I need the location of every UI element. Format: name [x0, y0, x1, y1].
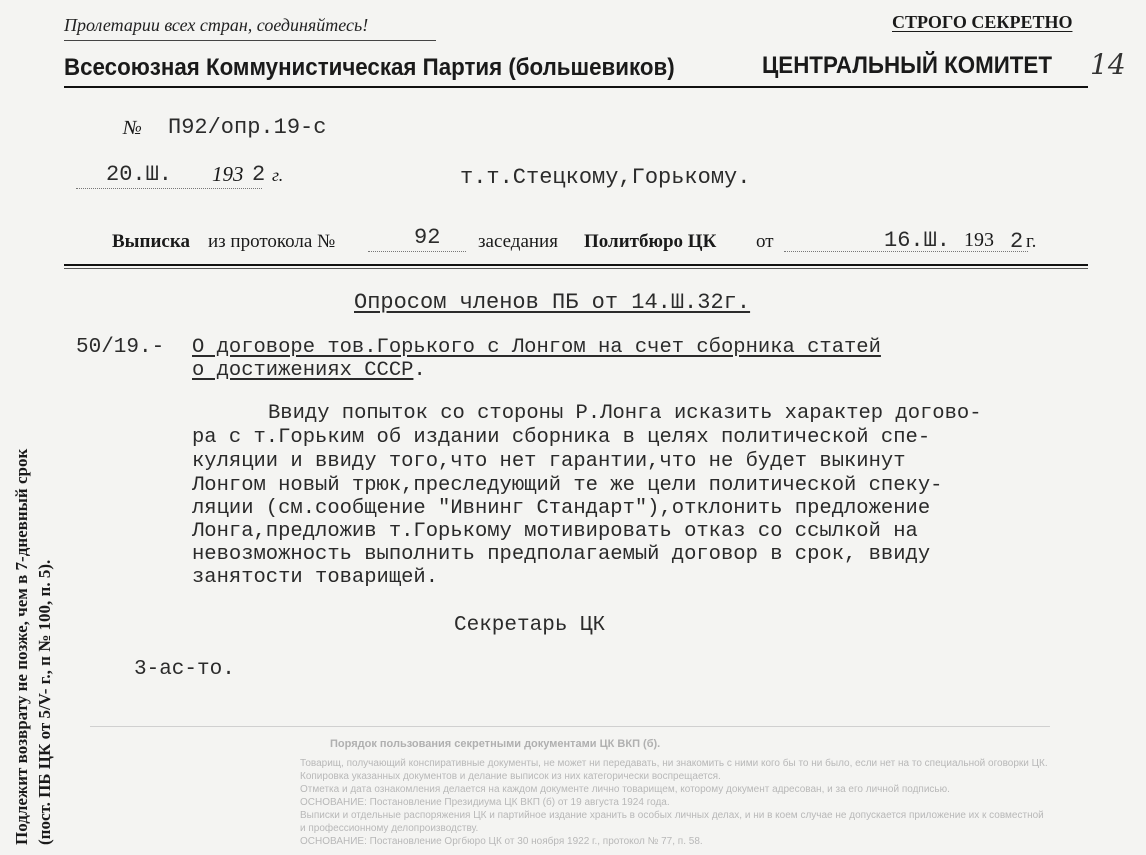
footer-line-2: Копировка указанных документов и делание выписок из них категорически воспрещается.	[300, 771, 721, 782]
footer-rule	[90, 726, 1050, 727]
header-rule	[64, 86, 1088, 88]
date-dotline	[76, 188, 262, 189]
resolution-title-line-2-text: о достижениях СССР	[192, 359, 414, 382]
footer-line-1: Товарищ, получающий конспиративные документы, не может ни передавать, ни знакомить с ними кого бы то ни было, если нет на то специальной оговорки ЦК.	[300, 758, 1048, 769]
item-number: 50/19.-	[76, 336, 165, 359]
resolution-title-line-1: О договоре тов.Горького с Лонгом на счет сборника статей	[192, 336, 881, 359]
session-date-dotline	[784, 251, 1028, 252]
resolution-body-line-2: ра с т.Горьким об издании сборника в целях политической спе-	[192, 426, 931, 449]
resolution-title-end: .	[413, 359, 426, 382]
margin-note-line-1: Подлежит возврату не позже, чем в 7-дневный срок	[12, 448, 31, 845]
secretary-signature: Секретарь ЦК	[454, 614, 606, 637]
document-date-year: 193	[212, 162, 244, 186]
footer-line-7: ОСНОВАНИЕ: Постановление Оргбюро ЦК от 30 ноября 1922 г., протокол № 77, п. 58.	[300, 836, 703, 847]
document-date-day: 20.Ш.	[106, 162, 173, 187]
classification-stamp: СТРОГО СЕКРЕТНО	[892, 12, 1073, 32]
addressees: т.т.Стецкому,Горькому.	[460, 165, 751, 190]
resolution-body-line-7: невозможность выполнить предполагаемый договор в срок, ввиду	[192, 543, 931, 566]
protocol-number-dotline	[368, 251, 466, 252]
committee-name: ЦЕНТРАЛЬНЫЙ КОМИТЕТ	[762, 52, 1052, 79]
politburo-label: Политбюро ЦК	[584, 231, 717, 252]
session-date-year: 193	[964, 229, 994, 251]
extract-from-protocol: из протокола №	[208, 231, 336, 252]
margin-note	[10, 449, 56, 845]
party-name: Всесоюзная Коммунистическая Партия (большевиков)	[64, 54, 675, 81]
document-date-suffix: г.	[272, 165, 284, 185]
footer-heading: Порядок пользования секретными документами ЦК ВКП (б).	[330, 738, 661, 750]
slogan: Пролетарии всех стран, соединяйтесь!	[64, 15, 369, 35]
resolution-body-line-8: занятости товарищей.	[192, 566, 439, 589]
document-date-year-digit: 2	[252, 162, 266, 187]
resolution-body-line-5: ляции (см.сообщение "Ивнинг Стандарт"),отклонить предложение	[192, 497, 931, 520]
footer-line-3: Отметка и дата ознакомления делается на каждом документе лично товарищем, которому документ адресован, и за его личной подписью.	[300, 784, 950, 795]
margin-note-line-2: (пост. ПБ ЦК от 5/V- г., п № 100, п. 5).	[35, 559, 54, 845]
session-date-year-digit: 2	[1010, 229, 1024, 254]
resolution-body-line-4: Лонгом новый трюк,преследующий те же цели политической спеку-	[192, 474, 943, 497]
section-rule-bottom	[64, 268, 1088, 269]
resolution-body-line-6: Лонга,предложив т.Горькому мотивировать отказ со ссылкой на	[192, 520, 918, 543]
footer-line-5: Выписки и отдельные распоряжения ЦК и партийное издание хранить в особых личных делах, и ни в коем случае не допускается приложение их к совместной	[300, 810, 1044, 821]
slogan-rule	[64, 40, 436, 41]
number-prefix: №	[123, 117, 142, 139]
section-rule-top	[64, 264, 1088, 266]
poll-heading: Опросом членов ПБ от 14.Ш.32г.	[354, 290, 751, 315]
footer-line-4: ОСНОВАНИЕ: Постановление Президиума ЦК ВКП (б) от 19 августа 1924 года.	[300, 797, 670, 808]
session-date-suffix: г.	[1026, 231, 1037, 252]
resolution-title-line-2	[192, 359, 426, 382]
document-number: П92/опр.19-с	[168, 115, 327, 140]
footer-line-6: и профессионному делопроизводству.	[300, 823, 479, 834]
protocol-number: 92	[414, 225, 441, 250]
copy-mark: 3-ас-то.	[134, 658, 235, 681]
resolution-body-line-1: Ввиду попыток со стороны Р.Лонга исказить характер догово-	[268, 402, 982, 425]
session-text: заседания	[478, 231, 558, 252]
extract-label: Выписка	[112, 231, 190, 252]
from-text: от	[756, 231, 774, 252]
sheet-number: 14	[1090, 48, 1126, 81]
resolution-body-line-3: куляции и ввиду того,что нет гарантии,что не будет выкинут	[192, 450, 906, 473]
session-date-day: 16.Ш.	[884, 228, 951, 253]
